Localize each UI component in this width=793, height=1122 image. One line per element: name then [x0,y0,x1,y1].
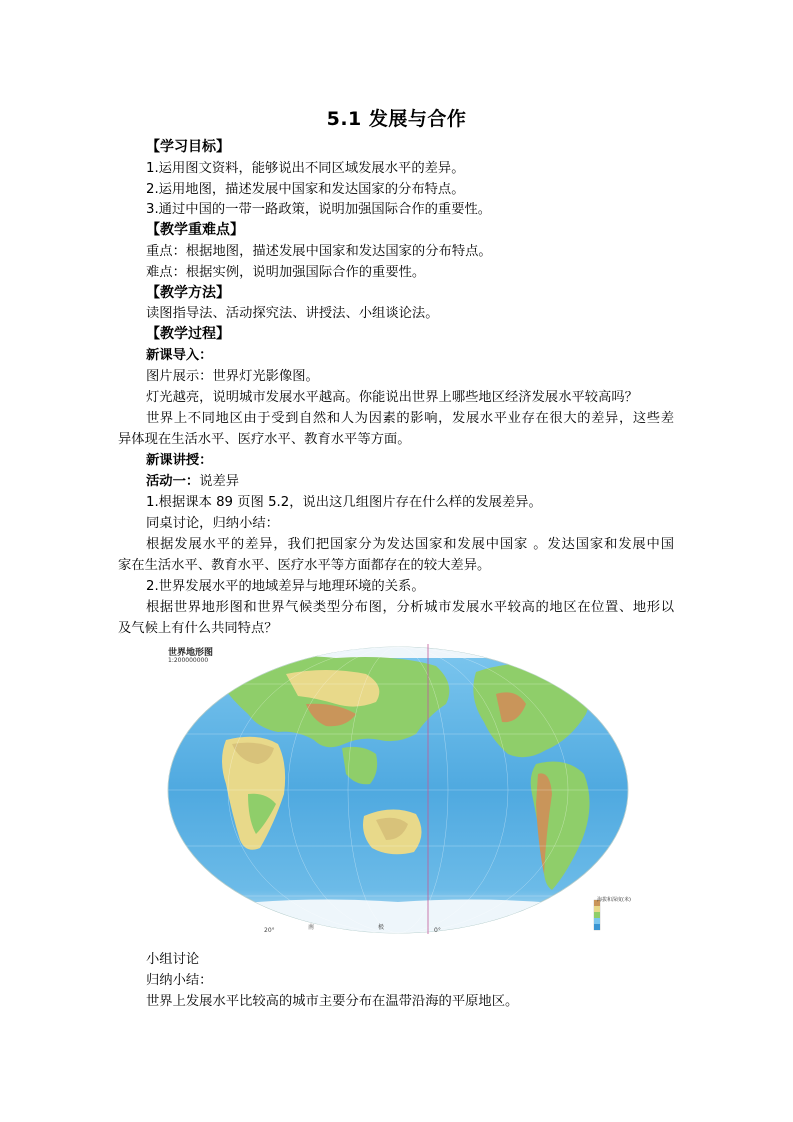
map-label-bottom-right: 0° [434,927,441,934]
world-map-graphic [166,644,631,936]
activity-line-4: 家在生活水平、教育水平、医疗水平等方面都存在的较大差异。 [118,558,491,573]
activity-line-7: 及气候上有什么共同特点？ [118,621,278,636]
activity-line [146,472,239,492]
map-label-south-1: 南 [308,924,315,931]
page-title: 5.1 发展与合作 [326,108,467,130]
methods-text: 读图指导法、活动探究法、讲授法、小组谈论法。 [146,306,439,321]
objective-1: 1.运用图文资料，能够说出不同区域发展水平的差异。 [146,161,465,176]
closing-line-3: 世界上发展水平比较高的城市主要分布在温带沿海的平原地区。 [146,994,519,1009]
objectives-heading: 【学习目标】 [146,139,230,155]
process-heading: 【教学过程】 [146,326,230,342]
intro-label: 新课导入： [146,348,213,363]
map-scale: 1:200000000 [168,657,209,664]
activity-line-2: 同桌讨论，归纳小结： [146,516,279,531]
map-label-bottom-left: 20° [264,927,275,934]
keypoint-text: 重点：根据地图，描述发展中国家和发达国家的分布特点。 [146,244,492,259]
intro-line-3: 世界上不同地区由于受到自然和人为因素的影响，发展水平业存在很大的差异，这些差 [146,411,674,426]
activity-line-5: 2.世界发展水平的地域差异与地理环境的关系。 [146,579,425,594]
methods-heading: 【教学方法】 [146,285,230,301]
closing-line-1: 小组讨论 [146,952,200,967]
map-title: 世界地形图 [168,648,214,658]
activity-line-1: 1.根据课本 89 页图 5.2，说出这几组图片存在什么样的发展差异。 [146,495,542,510]
keypoints-heading: 【教学重难点】 [146,222,244,238]
antarctica [166,900,631,936]
objective-3: 3.通过中国的一带一路政策，说明加强国际合作的重要性。 [146,202,492,217]
intro-line-1: 图片展示：世界灯光影像图。 [146,369,319,384]
map-legend-title: 海拔和深度(米) [597,897,631,903]
intro-line-4: 异体现在生活水平、医疗水平、教育水平等方面。 [118,432,411,447]
world-terrain-map [166,644,631,936]
activity-line-6: 根据世界地形图和世界气候类型分布图，分析城市发展水平较高的地区在位置、地形以 [146,600,674,615]
activity-title: 说差异 [199,474,240,489]
activity-label: 活动一： [146,474,200,489]
difficulty-text: 难点：根据实例，说明加强国际合作的重要性。 [146,265,426,280]
map-label-south-2: 极 [378,924,385,931]
intro-line-2: 灯光越亮，说明城市发展水平越高。你能说出世界上哪些地区经济发展水平较高吗？ [146,390,638,405]
activity-line-3: 根据发展水平的差异，我们把国家分为发达国家和发展中国家 。发达国家和发展中国 [146,537,674,552]
closing-line-2: 归纳小结： [146,973,213,988]
lecture-label: 新课讲授： [146,453,213,468]
objective-2: 2.运用地图，描述发展中国家和发达国家的分布特点。 [146,182,465,197]
